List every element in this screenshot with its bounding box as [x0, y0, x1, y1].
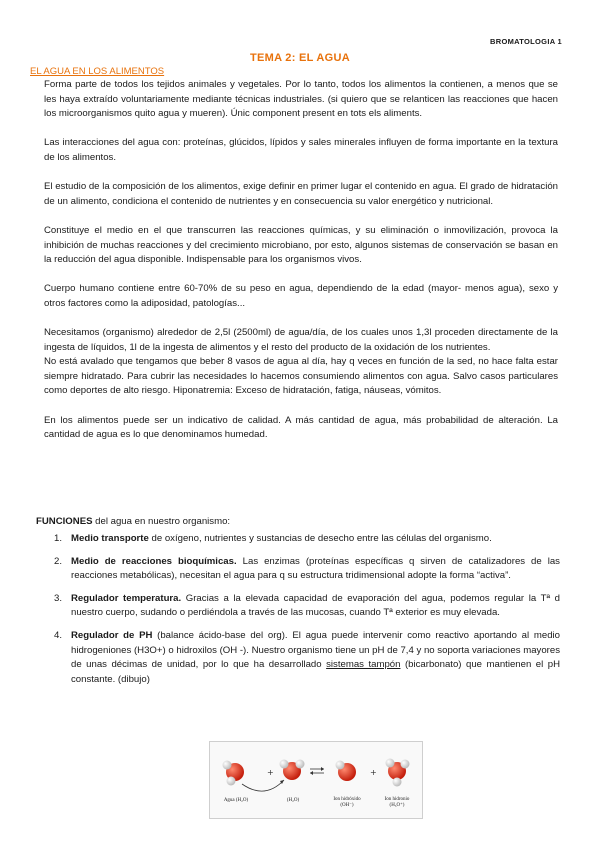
hydronium-ion	[386, 759, 410, 787]
list-text: (balance ácido-base del org). El agua puede intervenir como reactivo aportando al medio hidrogeniones (H3O+) o hidroxilos (OH -). Nuestro organismo tiene un pH de 7,4 y no soporta variaciones mayores de unas décimas de unidad, por lo que ha desarrollado	[71, 629, 561, 671]
list-text-tail: (bicarbonato) que mantienen el pH constante. (dibujo)	[71, 659, 561, 685]
course-label: BROMATOLOGIA 1	[490, 37, 562, 46]
list-item	[38, 629, 560, 687]
paragraph: Necesitamos (organismo) alrededor de 2,5l (2500ml) de agua/día, de los cuales unos 1,3l proceden directamente de la ingesta de líquidos, 1l de la ingesta de alimentos y el resto del producto de la oxidación de los nutrientes.	[44, 327, 558, 353]
paragraph: No está avalado que tengamos que beber 8 vasos de agua al día, hay q veces en función de la sed, no hace falta estar siempre hidratado. Para cubrir las necesidades lo hacemos consumiendo alimentos con agua. Salvo casos particulares como deportes de alto riesgo. Hiponatremia: Exceso de hidratación, fatiga, náuseas, vómitos.	[44, 356, 558, 397]
underlined-term: sistemas tampón	[326, 659, 401, 671]
transfer-arrow	[242, 780, 284, 791]
caption-hydroxide: Ion hidróxido (OH⁻)	[333, 797, 361, 808]
list-keyword: Regulador temperatura.	[71, 592, 182, 604]
paragraph: Cuerpo humano contiene entre 60-70% de su peso en agua, dependiendo de la edad (mayor- menos agua), sexo y otros factores como la adiposidad, patologías...	[44, 283, 558, 309]
list-text: de oxígeno, nutrientes y sustancias de desecho entre las células del organismo.	[148, 533, 492, 544]
caption-hydronium: Ion hidronio (H₃O⁺)	[384, 797, 410, 808]
list-keyword: Medio de reacciones bioquímicas.	[71, 555, 237, 567]
plus-sign: +	[370, 768, 377, 777]
paragraph: Las interacciones del agua con: proteínas, glúcidos, lípidos y sales minerales influyen de forma importante en la textura de los alimentos.	[44, 137, 558, 163]
caption-water-2: (H₂O)	[286, 798, 300, 803]
list-number: 2.	[54, 555, 63, 567]
equilibrium-arrows	[310, 767, 324, 775]
list-text: Gracias a la elevada capacidad de evaporación del agua, podemos regular la Tª d nuestro cuerpo, sudando o perdiéndola a través de las mucosas, cuando Tª exterior es muy elevada.	[71, 592, 560, 619]
list-number: 3.	[54, 592, 63, 604]
list-item	[38, 592, 560, 621]
paragraph: Forma parte de todos los tejidos animales y vegetales. Por lo tanto, todos los alimentos la contienen, a menos que se les haya extraído voluntariamente mediante técnicas industriales. (si quiero que se relanticen las reacciones que hacen los microorganismos quito agua y mueren). Únic component present en tots els aliments.	[44, 79, 558, 120]
list-keyword: Medio transporte	[71, 533, 149, 544]
functions-title-bold: FUNCIONES	[36, 516, 93, 527]
list-keyword: Regulador de PH	[71, 629, 153, 641]
paragraph: El estudio de la composición de los alimentos, exige definir en primer lugar el contenido en agua. El grado de hidratación de un alimento, condiciona el contenido de nutrientes y en consecuencia su valor energético y nutricional.	[44, 181, 558, 207]
list-number: 4.	[54, 629, 63, 641]
body-text	[44, 78, 558, 457]
list-item	[38, 532, 560, 547]
water-molecule-1	[223, 761, 245, 786]
paragraph: En los alimentos puede ser un indicativo de calidad. A más cantidad de agua, más probabilidad de alteración. La cantidad de agua es lo que denominamos humedad.	[44, 414, 558, 441]
list-text: Las enzimas (proteínas específicas q sirven de catalizadores de las reacciones metabólicas), necesitan el agua para q su estructura tridimensional adopte la forma “activa”.	[71, 555, 560, 582]
list-item	[38, 555, 560, 584]
paragraph: Constituye el medio en el que transcurren las reacciones químicas, y su eliminación o inmovilización, provoca la inhibición de muchas reacciones y del crecimiento microbiano, por esto, algunos sistemas de conservación se basan en la reducción del agua disponible. Indispensable para los organismos vivos.	[44, 224, 558, 266]
functions-heading	[36, 516, 230, 527]
hydroxide-ion	[336, 761, 357, 782]
section-heading: EL AGUA EN LOS ALIMENTOS	[30, 66, 165, 77]
plus-sign: +	[267, 768, 274, 777]
list-number: 1.	[54, 533, 63, 544]
water-molecule-2	[280, 760, 305, 781]
page-title: TEMA 2: EL AGUA	[249, 52, 351, 64]
caption-water-1: Agua (H₂O)	[223, 798, 249, 803]
functions-list	[38, 532, 560, 695]
water-ionization-figure	[209, 741, 423, 819]
functions-title-rest: del agua en nuestro organismo:	[92, 516, 231, 527]
